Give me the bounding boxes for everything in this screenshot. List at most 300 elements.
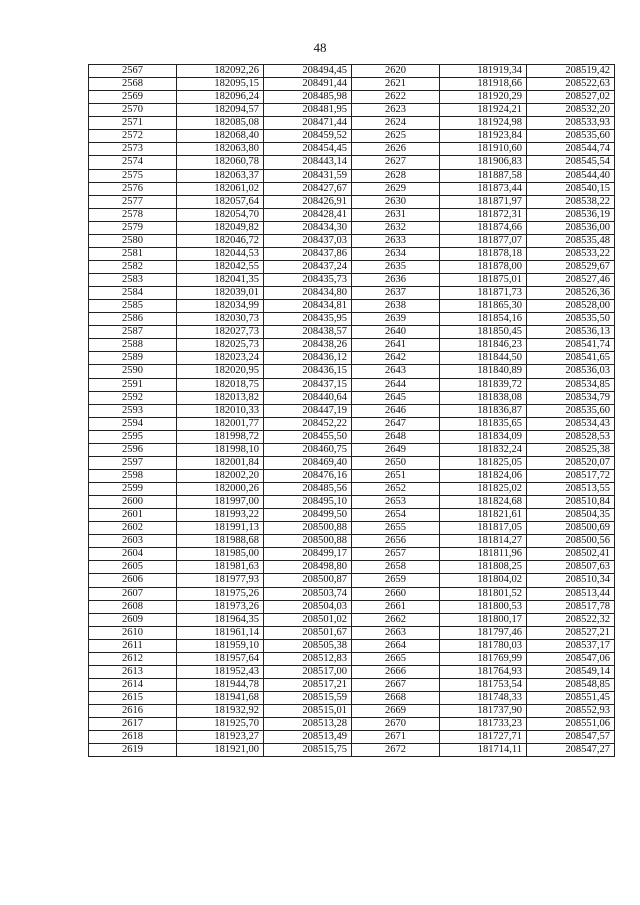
y-coordinate-left-cell: 208515,59 [264, 692, 352, 705]
x-coordinate-left-cell: 182010,33 [177, 404, 264, 417]
x-coordinate-left-cell: 182041,35 [177, 274, 264, 287]
x-coordinate-right-cell: 181832,24 [440, 443, 527, 456]
y-coordinate-left-cell: 208513,49 [264, 731, 352, 744]
table-row [89, 104, 615, 117]
point-number-left-cell: 2569 [89, 91, 177, 104]
x-coordinate-right-cell: 181801,52 [440, 587, 527, 600]
y-coordinate-right-cell: 208551,06 [527, 718, 615, 731]
table-row [89, 456, 615, 469]
point-number-right-cell: 2626 [352, 143, 440, 156]
table-row [89, 443, 615, 456]
point-number-left-cell: 2575 [89, 169, 177, 182]
point-number-left-cell: 2570 [89, 104, 177, 117]
x-coordinate-right-cell: 181844,50 [440, 352, 527, 365]
point-number-right-cell: 2638 [352, 300, 440, 313]
x-coordinate-right-cell: 181834,09 [440, 430, 527, 443]
y-coordinate-right-cell: 208520,07 [527, 456, 615, 469]
table-row [89, 548, 615, 561]
y-coordinate-right-cell: 208544,40 [527, 169, 615, 182]
x-coordinate-left-cell: 182057,64 [177, 195, 264, 208]
point-number-left-cell: 2613 [89, 665, 177, 678]
point-number-right-cell: 2657 [352, 548, 440, 561]
point-number-left-cell: 2593 [89, 404, 177, 417]
point-number-left-cell: 2606 [89, 574, 177, 587]
y-coordinate-right-cell: 208535,60 [527, 130, 615, 143]
table-row [89, 535, 615, 548]
point-number-left-cell: 2614 [89, 678, 177, 691]
table-row [89, 221, 615, 234]
table-row [89, 182, 615, 195]
x-coordinate-left-cell: 182030,73 [177, 313, 264, 326]
y-coordinate-left-cell: 208504,03 [264, 600, 352, 613]
y-coordinate-left-cell: 208499,17 [264, 548, 352, 561]
x-coordinate-left-cell: 181925,70 [177, 718, 264, 731]
y-coordinate-left-cell: 208503,74 [264, 587, 352, 600]
point-number-left-cell: 2618 [89, 731, 177, 744]
table-row [89, 417, 615, 430]
y-coordinate-left-cell: 208437,15 [264, 378, 352, 391]
y-coordinate-right-cell: 208532,20 [527, 104, 615, 117]
table-row [89, 352, 615, 365]
y-coordinate-left-cell: 208438,57 [264, 326, 352, 339]
y-coordinate-right-cell: 208536,19 [527, 208, 615, 221]
point-number-right-cell: 2634 [352, 247, 440, 260]
y-coordinate-left-cell: 208460,75 [264, 443, 352, 456]
point-number-right-cell: 2670 [352, 718, 440, 731]
point-number-right-cell: 2647 [352, 417, 440, 430]
x-coordinate-left-cell: 182046,72 [177, 234, 264, 247]
y-coordinate-right-cell: 208527,02 [527, 91, 615, 104]
table-row [89, 626, 615, 639]
point-number-left-cell: 2591 [89, 378, 177, 391]
y-coordinate-right-cell: 208535,50 [527, 313, 615, 326]
y-coordinate-right-cell: 208540,15 [527, 182, 615, 195]
table-row [89, 313, 615, 326]
table-row [89, 744, 615, 757]
x-coordinate-left-cell: 181988,68 [177, 535, 264, 548]
point-number-right-cell: 2620 [352, 65, 440, 78]
y-coordinate-left-cell: 208426,91 [264, 195, 352, 208]
y-coordinate-left-cell: 208440,64 [264, 391, 352, 404]
x-coordinate-left-cell: 181977,93 [177, 574, 264, 587]
point-number-left-cell: 2603 [89, 535, 177, 548]
table-row [89, 208, 615, 221]
point-number-right-cell: 2660 [352, 587, 440, 600]
x-coordinate-right-cell: 181924,21 [440, 104, 527, 117]
table-row [89, 678, 615, 691]
x-coordinate-right-cell: 181817,05 [440, 522, 527, 535]
x-coordinate-right-cell: 181872,31 [440, 208, 527, 221]
point-number-right-cell: 2625 [352, 130, 440, 143]
x-coordinate-left-cell: 181959,10 [177, 639, 264, 652]
table-row [89, 496, 615, 509]
y-coordinate-left-cell: 208499,50 [264, 509, 352, 522]
table-row [89, 574, 615, 587]
y-coordinate-right-cell: 208548,85 [527, 678, 615, 691]
point-number-left-cell: 2600 [89, 496, 177, 509]
table-row [89, 665, 615, 678]
y-coordinate-right-cell: 208502,41 [527, 548, 615, 561]
x-coordinate-left-cell: 182054,70 [177, 208, 264, 221]
x-coordinate-right-cell: 181825,05 [440, 456, 527, 469]
y-coordinate-right-cell: 208500,69 [527, 522, 615, 535]
y-coordinate-left-cell: 208434,80 [264, 287, 352, 300]
x-coordinate-left-cell: 181998,72 [177, 430, 264, 443]
x-coordinate-left-cell: 182063,80 [177, 143, 264, 156]
x-coordinate-left-cell: 181941,68 [177, 692, 264, 705]
table-row [89, 78, 615, 91]
x-coordinate-left-cell: 182044,53 [177, 247, 264, 260]
x-coordinate-right-cell: 181873,44 [440, 182, 527, 195]
point-number-right-cell: 2666 [352, 665, 440, 678]
table-row [89, 247, 615, 260]
point-number-left-cell: 2610 [89, 626, 177, 639]
x-coordinate-right-cell: 181825,02 [440, 483, 527, 496]
y-coordinate-right-cell: 208534,43 [527, 417, 615, 430]
x-coordinate-left-cell: 181957,64 [177, 652, 264, 665]
table-row [89, 692, 615, 705]
y-coordinate-right-cell: 208536,13 [527, 326, 615, 339]
point-number-left-cell: 2598 [89, 469, 177, 482]
table-row [89, 587, 615, 600]
point-number-left-cell: 2584 [89, 287, 177, 300]
x-coordinate-right-cell: 181878,18 [440, 247, 527, 260]
point-number-right-cell: 2658 [352, 561, 440, 574]
y-coordinate-left-cell: 208454,45 [264, 143, 352, 156]
table-row [89, 300, 615, 313]
point-number-right-cell: 2669 [352, 705, 440, 718]
x-coordinate-right-cell: 181871,97 [440, 195, 527, 208]
point-number-right-cell: 2629 [352, 182, 440, 195]
y-coordinate-left-cell: 208459,52 [264, 130, 352, 143]
x-coordinate-right-cell: 181920,29 [440, 91, 527, 104]
y-coordinate-left-cell: 208515,75 [264, 744, 352, 757]
x-coordinate-left-cell: 181973,26 [177, 600, 264, 613]
y-coordinate-right-cell: 208513,44 [527, 587, 615, 600]
x-coordinate-left-cell: 182025,73 [177, 339, 264, 352]
table-row [89, 130, 615, 143]
point-number-right-cell: 2624 [352, 117, 440, 130]
point-number-right-cell: 2649 [352, 443, 440, 456]
y-coordinate-left-cell: 208498,80 [264, 561, 352, 574]
y-coordinate-right-cell: 208522,32 [527, 613, 615, 626]
y-coordinate-right-cell: 208537,17 [527, 639, 615, 652]
y-coordinate-left-cell: 208501,67 [264, 626, 352, 639]
y-coordinate-right-cell: 208535,48 [527, 234, 615, 247]
x-coordinate-left-cell: 182027,73 [177, 326, 264, 339]
point-number-right-cell: 2645 [352, 391, 440, 404]
x-coordinate-right-cell: 181874,66 [440, 221, 527, 234]
y-coordinate-left-cell: 208500,88 [264, 522, 352, 535]
point-number-right-cell: 2642 [352, 352, 440, 365]
table-row [89, 718, 615, 731]
point-number-right-cell: 2668 [352, 692, 440, 705]
x-coordinate-right-cell: 181923,84 [440, 130, 527, 143]
point-number-left-cell: 2567 [89, 65, 177, 78]
x-coordinate-right-cell: 181850,45 [440, 326, 527, 339]
point-number-right-cell: 2655 [352, 522, 440, 535]
x-coordinate-right-cell: 181811,96 [440, 548, 527, 561]
y-coordinate-left-cell: 208515,01 [264, 705, 352, 718]
x-coordinate-right-cell: 181808,25 [440, 561, 527, 574]
y-coordinate-left-cell: 208517,21 [264, 678, 352, 691]
point-number-right-cell: 2671 [352, 731, 440, 744]
y-coordinate-right-cell: 208517,72 [527, 469, 615, 482]
y-coordinate-right-cell: 208527,46 [527, 274, 615, 287]
point-number-left-cell: 2609 [89, 613, 177, 626]
y-coordinate-left-cell: 208481,95 [264, 104, 352, 117]
table-row [89, 705, 615, 718]
x-coordinate-left-cell: 182060,78 [177, 156, 264, 169]
y-coordinate-right-cell: 208538,22 [527, 195, 615, 208]
y-coordinate-right-cell: 208510,34 [527, 574, 615, 587]
x-coordinate-left-cell: 181961,14 [177, 626, 264, 639]
point-number-right-cell: 2631 [352, 208, 440, 221]
point-number-left-cell: 2617 [89, 718, 177, 731]
coordinates-table [88, 64, 615, 757]
x-coordinate-right-cell: 181919,34 [440, 65, 527, 78]
point-number-left-cell: 2615 [89, 692, 177, 705]
point-number-right-cell: 2636 [352, 274, 440, 287]
x-coordinate-right-cell: 181821,61 [440, 509, 527, 522]
x-coordinate-right-cell: 181835,65 [440, 417, 527, 430]
x-coordinate-right-cell: 181714,11 [440, 744, 527, 757]
table-row [89, 378, 615, 391]
point-number-left-cell: 2581 [89, 247, 177, 260]
point-number-left-cell: 2590 [89, 365, 177, 378]
x-coordinate-left-cell: 182000,26 [177, 483, 264, 496]
y-coordinate-left-cell: 208491,44 [264, 78, 352, 91]
table-row [89, 430, 615, 443]
x-coordinate-left-cell: 182001,84 [177, 456, 264, 469]
table-row [89, 339, 615, 352]
y-coordinate-right-cell: 208545,54 [527, 156, 615, 169]
y-coordinate-right-cell: 208510,84 [527, 496, 615, 509]
point-number-left-cell: 2592 [89, 391, 177, 404]
y-coordinate-left-cell: 208469,40 [264, 456, 352, 469]
y-coordinate-right-cell: 208522,63 [527, 78, 615, 91]
point-number-right-cell: 2652 [352, 483, 440, 496]
x-coordinate-left-cell: 182092,26 [177, 65, 264, 78]
point-number-left-cell: 2580 [89, 234, 177, 247]
x-coordinate-left-cell: 181981,63 [177, 561, 264, 574]
point-number-right-cell: 2627 [352, 156, 440, 169]
y-coordinate-left-cell: 208434,30 [264, 221, 352, 234]
y-coordinate-left-cell: 208431,59 [264, 169, 352, 182]
y-coordinate-left-cell: 208437,86 [264, 247, 352, 260]
x-coordinate-left-cell: 181993,22 [177, 509, 264, 522]
x-coordinate-left-cell: 181932,92 [177, 705, 264, 718]
x-coordinate-right-cell: 181824,68 [440, 496, 527, 509]
point-number-left-cell: 2608 [89, 600, 177, 613]
x-coordinate-left-cell: 182095,15 [177, 78, 264, 91]
x-coordinate-right-cell: 181748,33 [440, 692, 527, 705]
x-coordinate-left-cell: 182018,75 [177, 378, 264, 391]
y-coordinate-right-cell: 208500,56 [527, 535, 615, 548]
x-coordinate-left-cell: 181985,00 [177, 548, 264, 561]
x-coordinate-right-cell: 181878,00 [440, 260, 527, 273]
y-coordinate-right-cell: 208527,21 [527, 626, 615, 639]
y-coordinate-left-cell: 208435,95 [264, 313, 352, 326]
point-number-left-cell: 2597 [89, 456, 177, 469]
table-row [89, 639, 615, 652]
y-coordinate-right-cell: 208547,27 [527, 744, 615, 757]
point-number-left-cell: 2594 [89, 417, 177, 430]
point-number-left-cell: 2576 [89, 182, 177, 195]
x-coordinate-left-cell: 181964,35 [177, 613, 264, 626]
table-row [89, 469, 615, 482]
x-coordinate-right-cell: 181797,46 [440, 626, 527, 639]
table-row [89, 195, 615, 208]
point-number-right-cell: 2646 [352, 404, 440, 417]
y-coordinate-right-cell: 208533,22 [527, 247, 615, 260]
point-number-left-cell: 2607 [89, 587, 177, 600]
y-coordinate-right-cell: 208528,53 [527, 430, 615, 443]
point-number-left-cell: 2572 [89, 130, 177, 143]
y-coordinate-right-cell: 208533,93 [527, 117, 615, 130]
point-number-left-cell: 2616 [89, 705, 177, 718]
x-coordinate-left-cell: 182001,77 [177, 417, 264, 430]
point-number-left-cell: 2611 [89, 639, 177, 652]
x-coordinate-right-cell: 181800,53 [440, 600, 527, 613]
x-coordinate-left-cell: 181975,26 [177, 587, 264, 600]
y-coordinate-left-cell: 208452,22 [264, 417, 352, 430]
point-number-left-cell: 2568 [89, 78, 177, 91]
page-number: 48 [313, 40, 327, 55]
y-coordinate-right-cell: 208534,79 [527, 391, 615, 404]
x-coordinate-right-cell: 181877,07 [440, 234, 527, 247]
table-row [89, 613, 615, 626]
x-coordinate-right-cell: 181865,30 [440, 300, 527, 313]
x-coordinate-right-cell: 181906,83 [440, 156, 527, 169]
y-coordinate-right-cell: 208528,00 [527, 300, 615, 313]
y-coordinate-right-cell: 208519,42 [527, 65, 615, 78]
x-coordinate-right-cell: 181910,60 [440, 143, 527, 156]
point-number-left-cell: 2619 [89, 744, 177, 757]
table-row [89, 65, 615, 78]
x-coordinate-right-cell: 181839,72 [440, 378, 527, 391]
table-row [89, 365, 615, 378]
table-row [89, 600, 615, 613]
y-coordinate-left-cell: 208505,38 [264, 639, 352, 652]
point-number-left-cell: 2571 [89, 117, 177, 130]
y-coordinate-left-cell: 208437,24 [264, 260, 352, 273]
point-number-right-cell: 2641 [352, 339, 440, 352]
point-number-right-cell: 2667 [352, 678, 440, 691]
x-coordinate-left-cell: 182023,24 [177, 352, 264, 365]
point-number-left-cell: 2605 [89, 561, 177, 574]
y-coordinate-left-cell: 208517,00 [264, 665, 352, 678]
table-row [89, 117, 615, 130]
table-row [89, 274, 615, 287]
table-row [89, 404, 615, 417]
table-row [89, 483, 615, 496]
point-number-right-cell: 2623 [352, 104, 440, 117]
point-number-right-cell: 2661 [352, 600, 440, 613]
x-coordinate-right-cell: 181727,71 [440, 731, 527, 744]
point-number-left-cell: 2579 [89, 221, 177, 234]
point-number-right-cell: 2663 [352, 626, 440, 639]
table-row [89, 509, 615, 522]
y-coordinate-left-cell: 208494,45 [264, 65, 352, 78]
y-coordinate-right-cell: 208517,78 [527, 600, 615, 613]
x-coordinate-right-cell: 181800,17 [440, 613, 527, 626]
x-coordinate-left-cell: 181921,00 [177, 744, 264, 757]
point-number-left-cell: 2599 [89, 483, 177, 496]
point-number-left-cell: 2602 [89, 522, 177, 535]
point-number-left-cell: 2588 [89, 339, 177, 352]
table-row [89, 522, 615, 535]
point-number-left-cell: 2612 [89, 652, 177, 665]
point-number-left-cell: 2574 [89, 156, 177, 169]
y-coordinate-left-cell: 208500,88 [264, 535, 352, 548]
y-coordinate-left-cell: 208435,73 [264, 274, 352, 287]
x-coordinate-right-cell: 181769,99 [440, 652, 527, 665]
x-coordinate-right-cell: 181814,27 [440, 535, 527, 548]
y-coordinate-left-cell: 208436,15 [264, 365, 352, 378]
x-coordinate-right-cell: 181764,93 [440, 665, 527, 678]
table-row [89, 91, 615, 104]
x-coordinate-left-cell: 181998,10 [177, 443, 264, 456]
y-coordinate-left-cell: 208455,50 [264, 430, 352, 443]
y-coordinate-right-cell: 208552,93 [527, 705, 615, 718]
table-row [89, 652, 615, 665]
point-number-right-cell: 2637 [352, 287, 440, 300]
y-coordinate-left-cell: 208485,98 [264, 91, 352, 104]
y-coordinate-left-cell: 208428,41 [264, 208, 352, 221]
y-coordinate-right-cell: 208513,55 [527, 483, 615, 496]
y-coordinate-right-cell: 208535,60 [527, 404, 615, 417]
point-number-right-cell: 2653 [352, 496, 440, 509]
point-number-right-cell: 2665 [352, 652, 440, 665]
x-coordinate-left-cell: 181997,00 [177, 496, 264, 509]
point-number-left-cell: 2582 [89, 260, 177, 273]
point-number-right-cell: 2633 [352, 234, 440, 247]
y-coordinate-right-cell: 208507,63 [527, 561, 615, 574]
x-coordinate-left-cell: 181952,43 [177, 665, 264, 678]
point-number-right-cell: 2622 [352, 91, 440, 104]
point-number-right-cell: 2628 [352, 169, 440, 182]
point-number-right-cell: 2662 [352, 613, 440, 626]
point-number-right-cell: 2644 [352, 378, 440, 391]
table-row [89, 391, 615, 404]
point-number-right-cell: 2621 [352, 78, 440, 91]
x-coordinate-right-cell: 181737,90 [440, 705, 527, 718]
point-number-left-cell: 2587 [89, 326, 177, 339]
x-coordinate-left-cell: 182096,24 [177, 91, 264, 104]
point-number-right-cell: 2635 [352, 260, 440, 273]
coordinates-table-body [89, 65, 615, 757]
x-coordinate-right-cell: 181733,23 [440, 718, 527, 731]
table-row [89, 234, 615, 247]
point-number-right-cell: 2632 [352, 221, 440, 234]
y-coordinate-right-cell: 208525,38 [527, 443, 615, 456]
x-coordinate-right-cell: 181854,16 [440, 313, 527, 326]
y-coordinate-right-cell: 208541,65 [527, 352, 615, 365]
x-coordinate-right-cell: 181846,23 [440, 339, 527, 352]
point-number-left-cell: 2578 [89, 208, 177, 221]
point-number-left-cell: 2596 [89, 443, 177, 456]
y-coordinate-right-cell: 208529,67 [527, 260, 615, 273]
x-coordinate-left-cell: 182068,40 [177, 130, 264, 143]
x-coordinate-right-cell: 181924,98 [440, 117, 527, 130]
point-number-left-cell: 2585 [89, 300, 177, 313]
y-coordinate-right-cell: 208544,74 [527, 143, 615, 156]
x-coordinate-left-cell: 182049,82 [177, 221, 264, 234]
x-coordinate-left-cell: 182002,20 [177, 469, 264, 482]
x-coordinate-left-cell: 181923,27 [177, 731, 264, 744]
y-coordinate-left-cell: 208438,26 [264, 339, 352, 352]
